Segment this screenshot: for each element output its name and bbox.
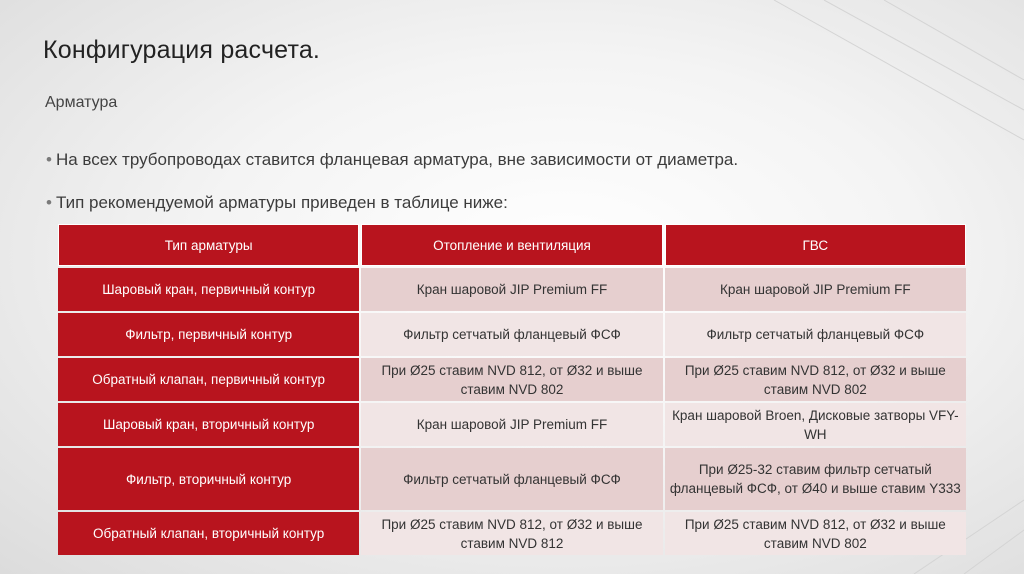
bullet-item (46, 193, 508, 213)
bullet-icon: • (46, 193, 52, 212)
column-header-heating: Отопление и вентиляция (361, 224, 662, 266)
table-cell: Фильтр сетчатый фланцевый ФСФ (361, 448, 662, 510)
table-row (58, 358, 966, 401)
table-cell: При Ø25 ставим NVD 812, от Ø32 и выше ставим NVD 812 (361, 512, 662, 555)
table-cell: Кран шаровой JIP Premium FF (665, 268, 966, 311)
row-label: Обратный клапан, вторичный контур (58, 512, 359, 555)
table-cell: Кран шаровой JIP Premium FF (361, 403, 662, 446)
row-label: Фильтр, первичный контур (58, 313, 359, 356)
row-label: Фильтр, вторичный контур (58, 448, 359, 510)
table-cell: При Ø25-32 ставим фильтр сетчатый фланцевый ФСФ, от Ø40 и выше ставим Y333 (665, 448, 966, 510)
column-header-hot-water: ГВС (665, 224, 966, 266)
table-row (58, 268, 966, 311)
row-label: Шаровый кран, вторичный контур (58, 403, 359, 446)
table-cell: При Ø25 ставим NVD 812, от Ø32 и выше ставим NVD 802 (665, 512, 966, 555)
slide-subtitle: Арматура (45, 94, 118, 111)
table-cell: При Ø25 ставим NVD 812, от Ø32 и выше ставим NVD 802 (665, 358, 966, 401)
column-header-valve-type: Тип арматуры (58, 224, 359, 266)
table-row (58, 448, 966, 510)
row-label: Шаровый кран, первичный контур (58, 268, 359, 311)
table-cell: Фильтр сетчатый фланцевый ФСФ (361, 313, 662, 356)
slide-title: Конфигурация расчета. (43, 36, 321, 64)
table-row (58, 512, 966, 555)
valves-table (56, 222, 968, 557)
row-label: Обратный клапан, первичный контур (58, 358, 359, 401)
bullet-text: На всех трубопроводах ставится фланцевая арматура, вне зависимости от диаметра. (55, 150, 739, 169)
table-row (58, 313, 966, 356)
table-cell: Кран шаровой Broen, Дисковые затворы VFY-WH (665, 403, 966, 446)
table-cell: Фильтр сетчатый фланцевый ФСФ (665, 313, 966, 356)
table-cell: При Ø25 ставим NVD 812, от Ø32 и выше ставим NVD 802 (361, 358, 662, 401)
bullet-icon: • (46, 150, 52, 169)
bullet-item (46, 150, 738, 170)
table-header-row (58, 224, 966, 266)
bullet-text: Тип рекомендуемой арматуры приведен в таблице ниже: (55, 193, 508, 212)
table-row (58, 403, 966, 446)
table-cell: Кран шаровой JIP Premium FF (361, 268, 662, 311)
